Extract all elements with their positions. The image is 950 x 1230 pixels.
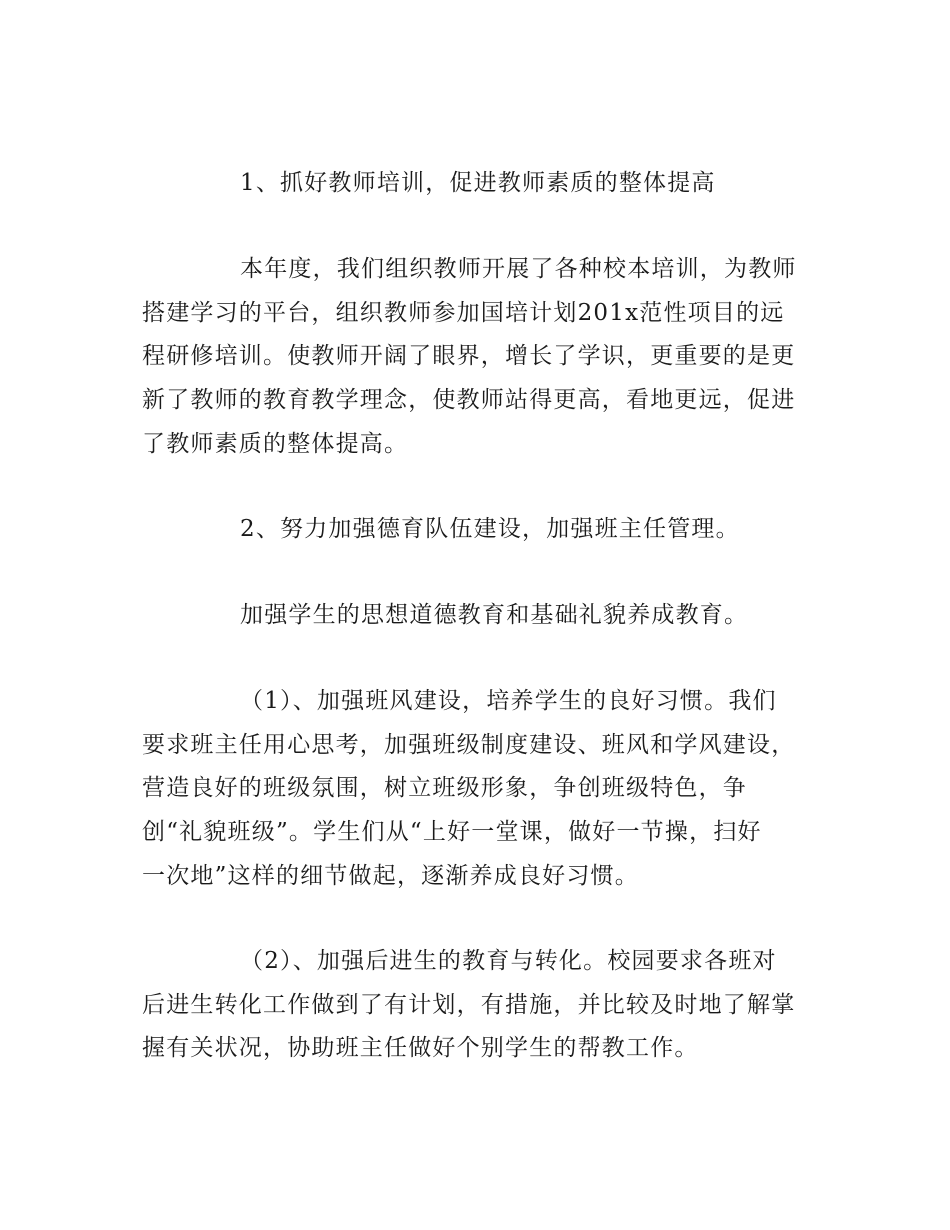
section-1-body — [142, 248, 822, 467]
section-2-heading — [142, 508, 822, 552]
section-1-body-line-5: 了教师素质的整体提高。 — [142, 430, 409, 457]
section-2-heading-text: 2、努力加强德育队伍建设，加强班主任管理。 — [240, 516, 740, 542]
section-1-heading-text: 1、抓好教师培训，促进教师素质的整体提高 — [240, 170, 716, 196]
section-2-item-1-line-2: 要求班主任用心思考，加强班级制度建设、班风和学风建设， — [142, 731, 796, 758]
section-2-item-2 — [142, 940, 822, 1071]
section-2-item-1-line-5: 一次地”这样的细节做起，逐渐养成良好习惯。 — [142, 862, 639, 889]
section-2-item-2-line-2: 后进生转化工作做到了有计划，有措施，并比较及时地了解掌 — [142, 991, 796, 1018]
section-1-body-line-1: 本年度，我们组织教师开展了各种校本培训，为教师 — [240, 256, 797, 282]
section-2-item-1-line-1: （1）、加强班风建设，培养学生的良好习惯。我们 — [240, 688, 777, 714]
section-2-item-1-line-3: 营造良好的班级氛围，树立班级形象，争创班级特色，争 — [142, 775, 747, 802]
section-1-body-line-3: 程研修培训。使教师开阔了眼界，增长了学识，更重要的是更 — [142, 343, 796, 370]
section-2-item-2-line-1: （2）、加强后进生的教育与转化。校园要求各班对 — [240, 948, 777, 974]
section-1-body-line-4: 新了教师的教育教学理念，使教师站得更高，看地更远，促进 — [142, 387, 796, 414]
section-2-item-1 — [142, 680, 822, 899]
section-2-item-1-line-4: 创“礼貌班级”。学生们从“上好一堂课，做好一节操，扫好 — [142, 819, 762, 846]
section-1-body-line-2: 搭建学习的平台，组织教师参加国培计划201x范性项目的远 — [142, 299, 785, 326]
section-2-intro — [142, 594, 822, 638]
section-1-heading — [142, 162, 822, 206]
section-2-intro-text: 加强学生的思想道德教育和基础礼貌养成教育。 — [240, 602, 749, 628]
section-2-item-2-line-3: 握有关状况，协助班主任做好个别学生的帮教工作。 — [142, 1035, 699, 1062]
